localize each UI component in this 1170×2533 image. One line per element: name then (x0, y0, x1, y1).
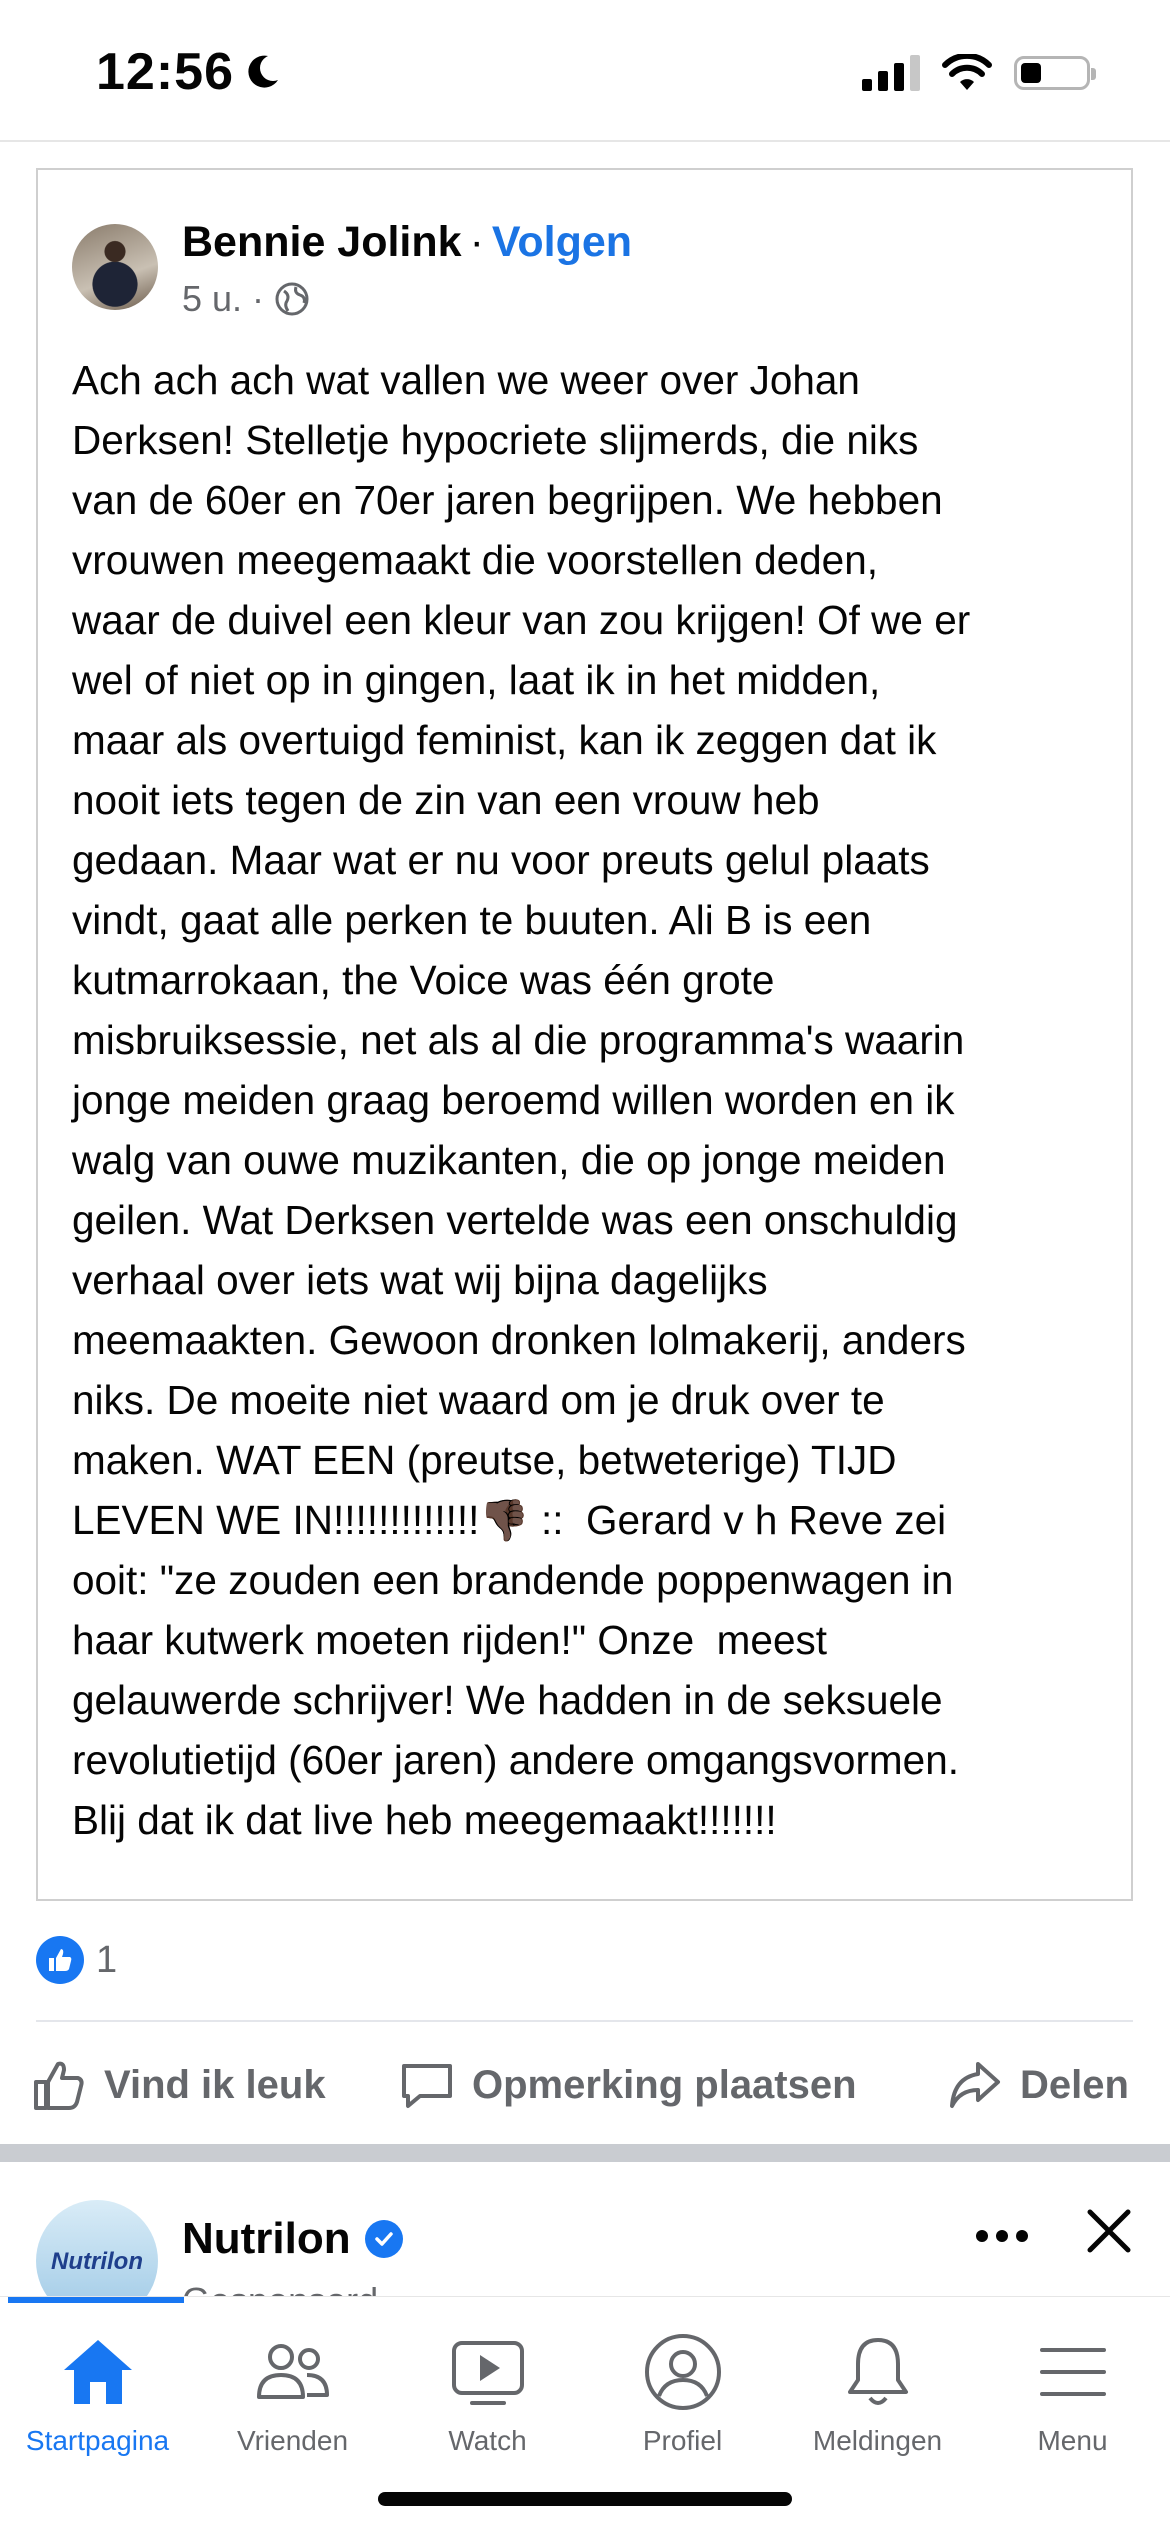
close-icon[interactable] (1084, 2206, 1134, 2256)
moon-icon (242, 52, 282, 92)
friends-icon (253, 2337, 333, 2407)
bell-icon (842, 2334, 914, 2410)
share-label: Delen (1020, 2062, 1129, 2107)
tab-watch[interactable] (390, 2327, 585, 2457)
home-icon (60, 2334, 136, 2410)
tab-meldingen[interactable] (780, 2327, 975, 2457)
post-actions (0, 2050, 1170, 2120)
wifi-icon (942, 54, 992, 92)
author-line (182, 218, 632, 267)
sponsor-logo-text: Nutrilon (51, 2248, 143, 2275)
tab-label: Menu (1037, 2425, 1108, 2456)
author-avatar[interactable] (72, 224, 158, 310)
comment-label: Opmerking plaatsen (472, 2062, 857, 2107)
sponsor-name-line (182, 2214, 403, 2264)
post-meta (182, 278, 310, 320)
tab-label: Startpagina (25, 2425, 170, 2456)
like-label: Vind ik leuk (104, 2062, 326, 2107)
feed-separator (0, 2144, 1170, 2162)
comment-icon (398, 2056, 456, 2114)
sponsor-name[interactable]: Nutrilon (182, 2214, 351, 2263)
tab-menu[interactable] (975, 2327, 1170, 2457)
status-bar (0, 0, 1170, 140)
post-body-text: Ach ach ach wat vallen we weer over Johan Derksen! Stelletje hypocriete slijmerds, die niks van de 60er en 70er jaren begrijpen. We hebben vrouwen meegemaakt die voorstellen deden, waar de duivel een kleur van zou krijgen! Of we er wel of niet op in gingen, laat ik in het midden, maar als overtuigd feminist, kan ik zeggen dat ik nooit iets tegen de zin van een vrouw heb gedaan. Maar wat er nu voor preuts gelul plaats vindt, gaat alle perken te buuten. Ali B is een kutmarrokaan, the Voice was één grote misbruiksessie, net als al die programma's waarin jonge meiden graag beroemd willen worden en ik walg van ouwe muzikanten, die op jonge meiden geilen. Wat Derksen vertelde was een onschuldig verhaal over iets wat wij bijna dagelijks meemaakten. Gewoon dronken lolmakerij, anders niks. De moeite niet waard om je druk over te maken. WAT EEN (preutse, betweterige) TIJD LEVEN WE IN!!!!!!!!!!!!!👎🏿 :: Gerard v h Reve zei ooit: "ze zouden een brandende poppenwagen in haar kutwerk moeten rijden!" Onze meest gelauwerde schrijver! We hadden in de seksuele revolutietijd (60er jaren) andere omgangsvormen. Blij dat ik dat live heb meegemaakt!!!!!!! (72, 357, 971, 1843)
clock-text: 12:56 (96, 43, 234, 101)
cellular-signal-icon (862, 55, 920, 91)
author-separator: · (469, 218, 484, 266)
status-indicators (862, 54, 1090, 92)
status-time (96, 42, 282, 102)
follow-button[interactable]: Volgen (491, 218, 633, 266)
meta-dot: · (252, 278, 265, 319)
profile-icon (643, 2332, 723, 2412)
tab-label: Profiel (642, 2425, 723, 2456)
more-options-icon[interactable] (976, 2226, 1032, 2246)
post-time[interactable]: 5 u. (182, 278, 243, 319)
tab-vrienden[interactable] (195, 2327, 390, 2457)
tab-profiel[interactable] (585, 2327, 780, 2457)
reactions-summary[interactable] (36, 1936, 117, 1984)
tab-startpagina[interactable] (0, 2327, 195, 2457)
active-tab-indicator (8, 2297, 184, 2303)
author-name[interactable]: Bennie Jolink (182, 218, 462, 266)
tab-label: Watch (448, 2425, 527, 2456)
home-indicator (378, 2492, 792, 2506)
reaction-count: 1 (96, 1938, 118, 1981)
tab-label: Meldingen (812, 2425, 943, 2456)
share-button[interactable] (946, 2050, 1129, 2120)
watch-icon (450, 2337, 526, 2407)
globe-icon (274, 281, 310, 317)
like-button[interactable] (30, 2050, 326, 2120)
share-icon (946, 2056, 1004, 2114)
verified-badge-icon (365, 2220, 403, 2258)
post-card (36, 168, 1133, 1901)
battery-icon (1014, 56, 1090, 90)
menu-icon (1038, 2342, 1108, 2402)
like-reaction-icon (36, 1936, 84, 1984)
comment-button[interactable] (398, 2050, 857, 2120)
top-divider (0, 140, 1170, 142)
tab-label: Vrienden (236, 2425, 349, 2456)
thumbs-up-icon (30, 2056, 88, 2114)
actions-divider (36, 2020, 1133, 2022)
